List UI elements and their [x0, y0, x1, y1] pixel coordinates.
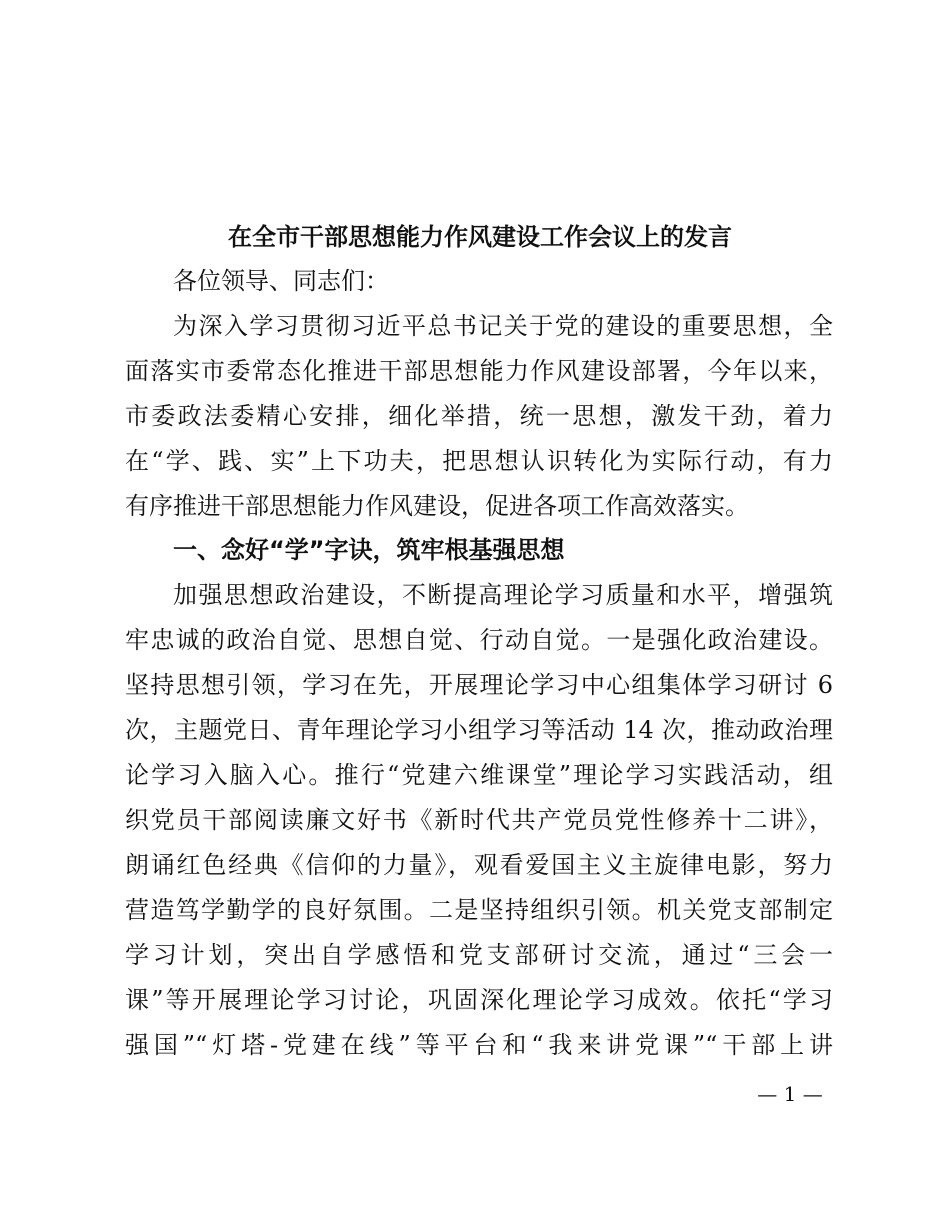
section-1-heading: 一、念好“学”字诀，筑牢根基强思想	[173, 536, 565, 564]
intro-line-2: 面落实市委常态化推进干部思想能力作风建设部署，今年以来，	[125, 357, 833, 385]
intro-line-1: 为深入学习贯彻习近平总书记关于党的建设的重要思想，全	[173, 312, 833, 340]
page-number: — 1 —	[757, 1082, 823, 1106]
section-1-line-4: 次，主题党日、青年理论学习小组学习等活动 14 次，推动政治理	[125, 716, 833, 744]
intro-line-3: 市委政法委精心安排，细化举措，统一思想，激发干劲，着力	[125, 402, 833, 430]
section-1-line-7: 朗诵红色经典《信仰的力量》，观看爱国主义主旋律电影，努力	[125, 851, 833, 879]
intro-line-4: 在“学、践、实”上下功夫，把思想认识转化为实际行动，有力	[125, 447, 833, 475]
section-1-line-2: 牢忠诚的政治自觉、思想自觉、行动自觉。一是强化政治建设。	[125, 626, 833, 654]
salutation: 各位领导、同志们：	[173, 267, 389, 295]
section-1-line-10: 课”等开展理论学习讨论，巩固深化理论学习成效。依托“学习	[125, 986, 833, 1014]
section-1-line-1: 加强思想政治建设，不断提高理论学习质量和水平，增强筑	[173, 581, 833, 609]
document-title: 在全市干部思想能力作风建设工作会议上的发言	[228, 222, 732, 251]
section-1-line-5: 论学习入脑入心。推行“党建六维课堂”理论学习实践活动，组	[125, 761, 833, 789]
section-1-line-11: 强国”“灯塔-党建在线”等平台和“我来讲党课”“干部上讲	[125, 1031, 833, 1059]
section-1-line-9: 学习计划，突出自学感悟和党支部研讨交流，通过“三会一	[125, 941, 833, 969]
section-1-line-8: 营造笃学勤学的良好氛围。二是坚持组织引领。机关党支部制定	[125, 896, 833, 924]
section-1-line-6: 织党员干部阅读廉文好书《新时代共产党员党性修养十二讲》，	[125, 806, 833, 834]
intro-line-5: 有序推进干部思想能力作风建设，促进各项工作高效落实。	[125, 492, 749, 520]
section-1-line-3: 坚持思想引领，学习在先，开展理论学习中心组集体学习研讨 6	[125, 671, 833, 699]
